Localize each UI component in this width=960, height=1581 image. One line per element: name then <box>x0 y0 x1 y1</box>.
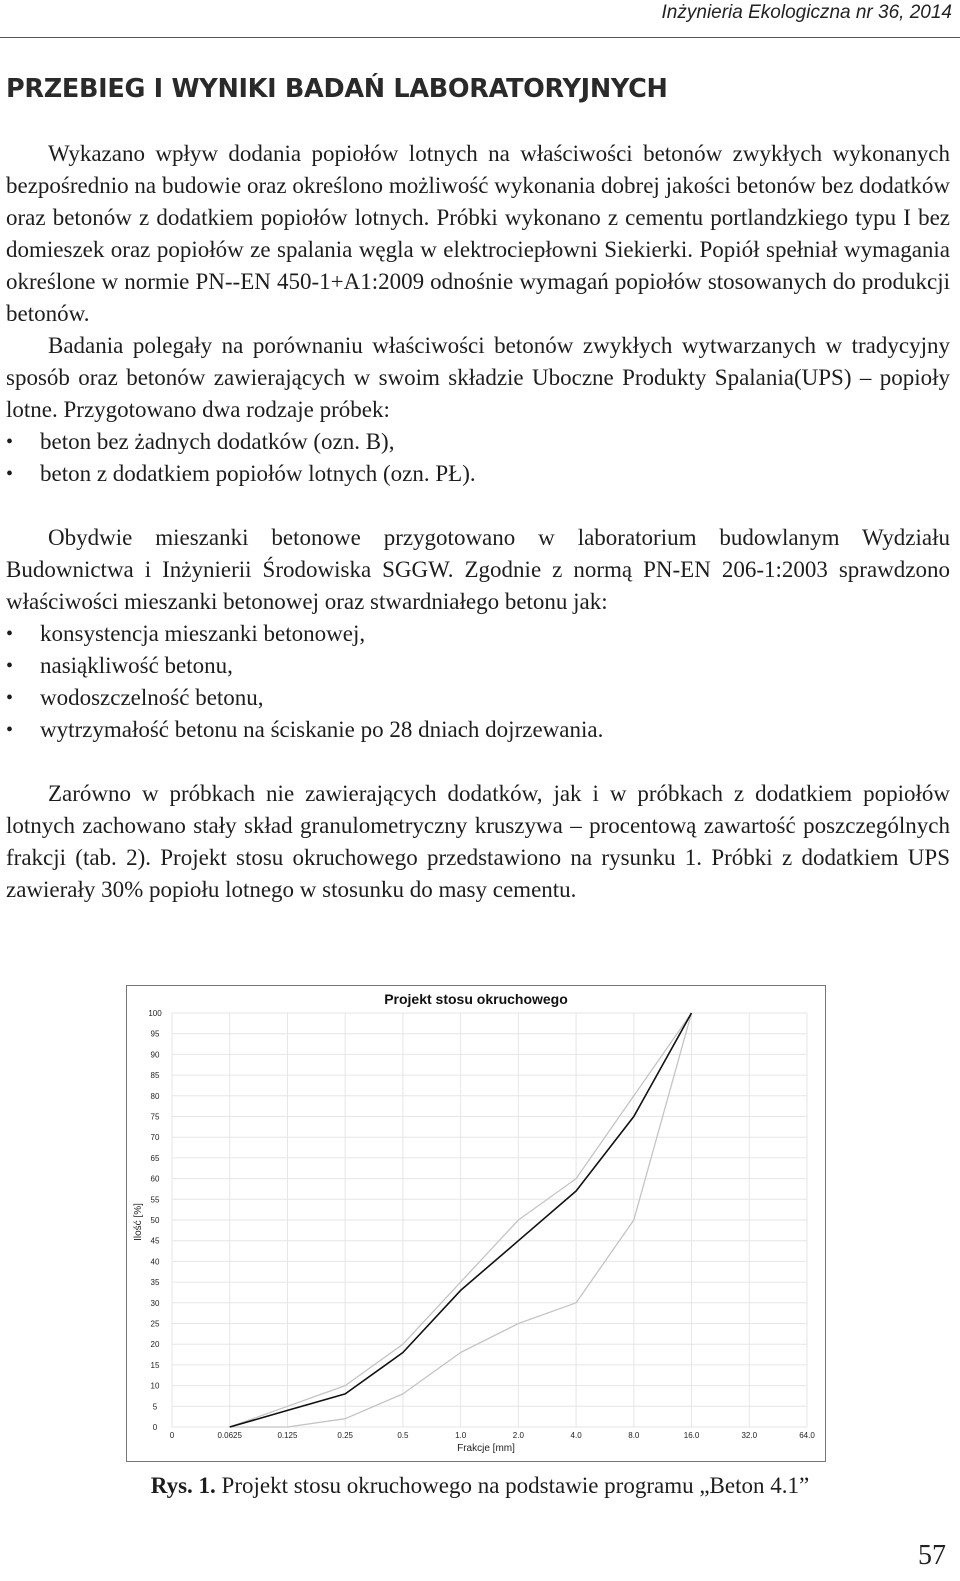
y-tick-label: 15 <box>150 1360 160 1370</box>
y-tick-label: 20 <box>150 1340 160 1350</box>
sample-types-list <box>6 426 950 490</box>
x-tick-label: 4.0 <box>570 1431 582 1440</box>
caption-label: Rys. 1. <box>150 1473 216 1498</box>
page-number: 57 <box>918 1540 946 1571</box>
x-tick-label: 2.0 <box>512 1431 524 1440</box>
intro-block <box>6 138 950 490</box>
y-tick-label: 60 <box>150 1174 160 1184</box>
y-axis-label: Ilość [%] <box>133 1203 144 1241</box>
x-tick-label: 16.0 <box>683 1431 700 1440</box>
y-tick-label: 25 <box>150 1319 160 1329</box>
list-item: • beton z dodatkiem popiołów lotnych (ozn. PŁ). <box>6 458 950 490</box>
x-tick-label: 32.0 <box>741 1431 758 1440</box>
x-tick-label: 0.5 <box>397 1431 409 1440</box>
list-item: • nasiąkliwość betonu, <box>6 650 950 682</box>
x-tick-label: 0.25 <box>337 1431 353 1440</box>
journal-header: Inżynieria Ekologiczna nr 36, 2014 <box>661 2 952 23</box>
methods-block <box>6 522 950 746</box>
list-item: • beton bez żadnych dodatków (ozn. B), <box>6 426 950 458</box>
grading-curve-chart <box>127 986 825 1461</box>
header-rule <box>0 37 960 38</box>
y-tick-label: 70 <box>150 1133 160 1143</box>
paragraph-4: Zarówno w próbkach nie zawierających dodatków, jak i w próbkach z dodatkiem popiołów lotnych zachowano stały skład granulometryczny kruszywa – procentową zawartość poszczególnych frakcji (tab. 2). Projekt stosu okruchowego przedstawiono na rysunku 1. Próbki z dodatkiem UPS zawierały 30% popiołu lotnego w stosunku do masy cementu. <box>6 781 950 902</box>
y-tick-label: 80 <box>150 1091 160 1101</box>
paragraph-3: Obydwie mieszanki betonowe przygotowano w laboratorium budowlanym Wydziału Budownictwa i Inżynierii Środowiska SGGW. Zgodnie z normą PN-EN 206-1:2003 sprawdzono właściwości mieszanki betonowej oraz stwardniałego betonu jak: <box>6 525 950 614</box>
y-tick-label: 65 <box>150 1153 160 1163</box>
y-tick-label: 90 <box>150 1050 160 1060</box>
list-item: • wytrzymałość betonu na ściskanie po 28 dniach dojrzewania. <box>6 714 950 746</box>
x-tick-label: 64.0 <box>799 1431 815 1440</box>
y-tick-label: 5 <box>152 1402 158 1412</box>
figure-caption <box>0 1473 960 1499</box>
paragraph-1: Wykazano wpływ dodania popiołów lotnych na właściwości betonów zwykłych wykonanych bezpośrednio na budowie oraz określono możliwość wykonania dobrej jakości betonów bez dodatków oraz betonów z dodatkiem popiołów lotnych. Próbki wykonano z cementu portlandzkiego typu I bez domieszek oraz popiołów ze spalania węgla w elektrociepłowni Siekierki. Popiół spełniał wymagania określone w normie PN--EN 450-1+A1:2009 odnośnie wymagań popiołów stosowanych do produkcji betonów. <box>6 141 950 326</box>
y-tick-label: 75 <box>150 1112 160 1122</box>
list-item: • wodoszczelność betonu, <box>6 682 950 714</box>
y-tick-label: 45 <box>150 1236 160 1246</box>
list-item: • konsystencja mieszanki betonowej, <box>6 618 950 650</box>
y-tick-label: 40 <box>150 1257 160 1267</box>
caption-text: Projekt stosu okruchowego na podstawie programu „Beton 4.1” <box>215 1473 810 1498</box>
y-tick-label: 50 <box>150 1216 160 1225</box>
x-tick-label: 0.0625 <box>217 1431 242 1440</box>
y-tick-label: 95 <box>150 1029 160 1039</box>
paragraph-2: Badania polegały na porównaniu właściwości betonów zwykłych wytwarzanych w tradycyjny sposób oraz betonów zawierających w swoim składzie Uboczne Produkty Spalania(UPS) – popioły lotne. Przygotowano dwa rodzaje próbek: <box>6 333 950 422</box>
y-tick-label: 35 <box>150 1278 160 1288</box>
y-tick-label: 100 <box>148 1009 162 1018</box>
y-tick-label: 30 <box>150 1298 160 1308</box>
y-tick-label: 0 <box>152 1423 158 1432</box>
y-tick-label: 10 <box>150 1381 160 1391</box>
figure-chart <box>126 985 826 1462</box>
y-tick-label: 85 <box>150 1071 160 1081</box>
properties-list <box>6 618 950 746</box>
x-tick-label: 0.125 <box>277 1431 298 1440</box>
section-heading: PRZEBIEG I WYNIKI BADAŃ LABORATORYJNYCH <box>6 74 668 104</box>
y-tick-label: 55 <box>150 1195 160 1205</box>
x-tick-label: 8.0 <box>628 1431 640 1440</box>
x-tick-label: 0 <box>169 1431 175 1440</box>
x-axis-label: Frakcje [mm] <box>457 1443 515 1454</box>
chart-title: Projekt stosu okruchowego <box>384 991 568 1007</box>
composition-block <box>6 778 950 906</box>
x-tick-label: 1.0 <box>455 1431 467 1440</box>
